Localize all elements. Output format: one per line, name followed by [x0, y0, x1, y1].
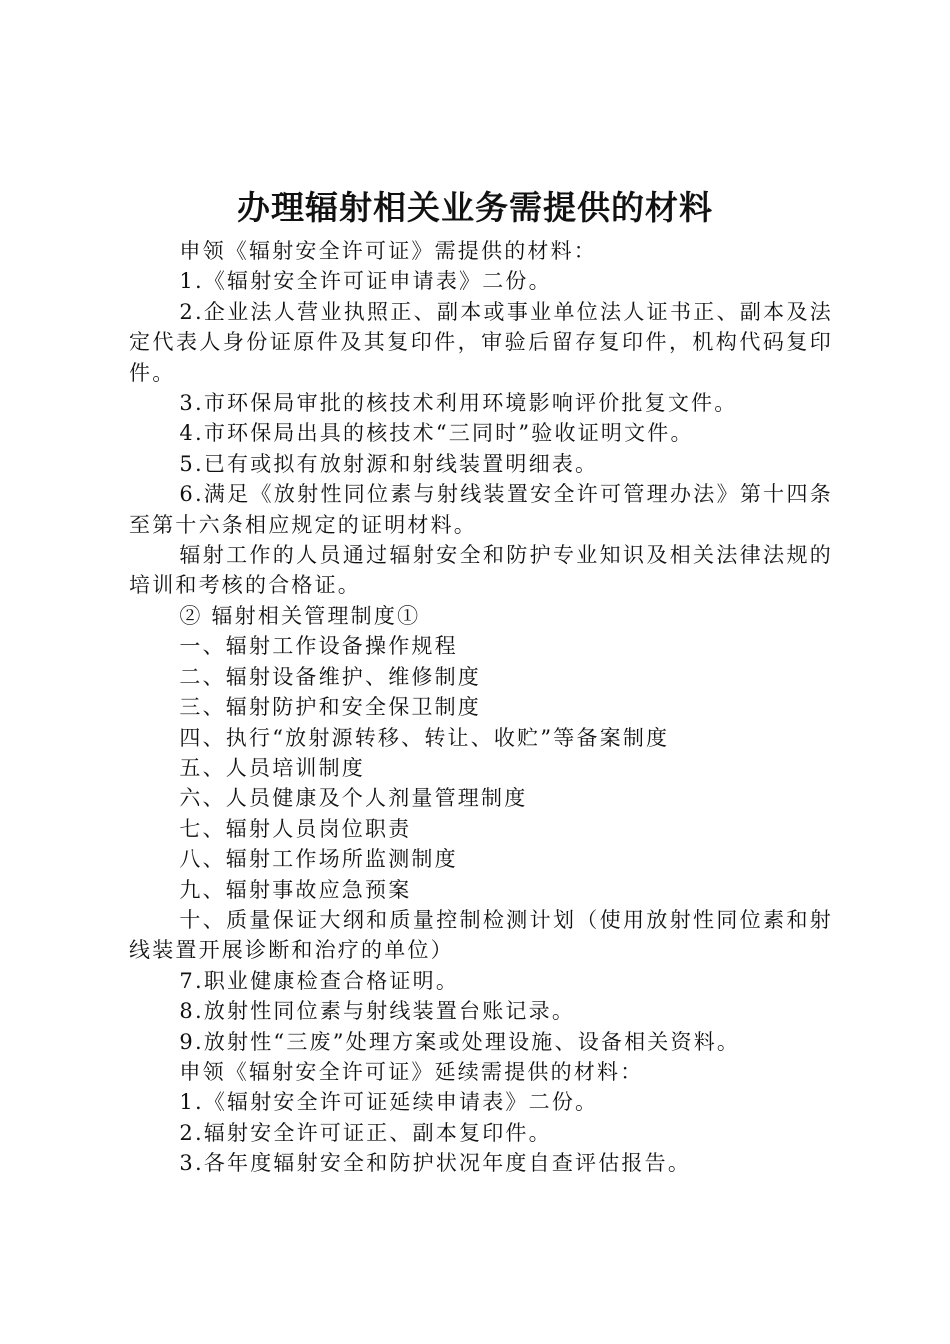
list-item: 7.职业健康检查合格证明。 [179, 968, 460, 993]
list-item: 四、执行“放射源转移、转让、收贮”等备案制度 [179, 725, 670, 750]
list-item: 1.《辐射安全许可证申请表》二份。 [179, 269, 552, 294]
list-item: 4.市环保局出具的核技术“三同时”验收证明文件。 [179, 421, 694, 446]
document-title: 办理辐射相关业务需提供的材料 [237, 188, 713, 227]
section-heading-application: 申领《辐射安全许可证》需提供的材料： [179, 239, 597, 263]
list-item: 3.各年度辐射安全和防护状况年度自查评估报告。 [179, 1151, 692, 1176]
list-item: 6.满足《放射性同位素与射线装置安全许可管理办法》第十四条至第十六条相应规定的证明材料。 [129, 482, 833, 537]
list-item: 八、辐射工作场所监测制度 [179, 847, 458, 872]
list-item: 3.市环保局审批的核技术利用环境影响评价批复文件。 [179, 391, 738, 416]
subsection-heading-management: ② 辐射相关管理制度① [179, 603, 421, 628]
list-item: 三、辐射防护和安全保卫制度 [179, 695, 481, 720]
list-item: 十、质量保证大纲和质量控制检测计划（使用放射性同位素和射线装置开展诊断和治疗的单位） [129, 907, 833, 963]
list-item: 一、辐射工作设备操作规程 [179, 634, 458, 659]
section-heading-renewal: 申领《辐射安全许可证》延续需提供的材料： [179, 1059, 644, 1084]
list-item: 辐射工作的人员通过辐射安全和防护专业知识及相关法律法规的培训和考核的合格证。 [129, 543, 833, 598]
list-item: 8.放射性同位素与射线装置台账记录。 [179, 999, 576, 1024]
list-item: 5.已有或拟有放射源和射线装置明细表。 [179, 451, 599, 476]
list-item: 9.放射性“三废”处理方案或处理设施、设备相关资料。 [179, 1029, 741, 1054]
document-body [129, 236, 833, 1179]
list-item: 2.辐射安全许可证正、副本复印件。 [179, 1120, 552, 1145]
list-item: 1.《辐射安全许可证延续申请表》二份。 [179, 1090, 599, 1115]
list-item: 六、人员健康及个人剂量管理制度 [179, 786, 528, 811]
list-item: 2.企业法人营业执照正、副本或事业单位法人证书正、副本及法定代表人身份证原件及其复印件，审验后留存复印件，机构代码复印件。 [129, 299, 833, 385]
list-item: 二、辐射设备维护、维修制度 [179, 664, 481, 689]
list-item: 九、辐射事故应急预案 [179, 877, 412, 902]
list-item: 七、辐射人员岗位职责 [179, 816, 412, 841]
list-item: 五、人员培训制度 [179, 755, 365, 780]
